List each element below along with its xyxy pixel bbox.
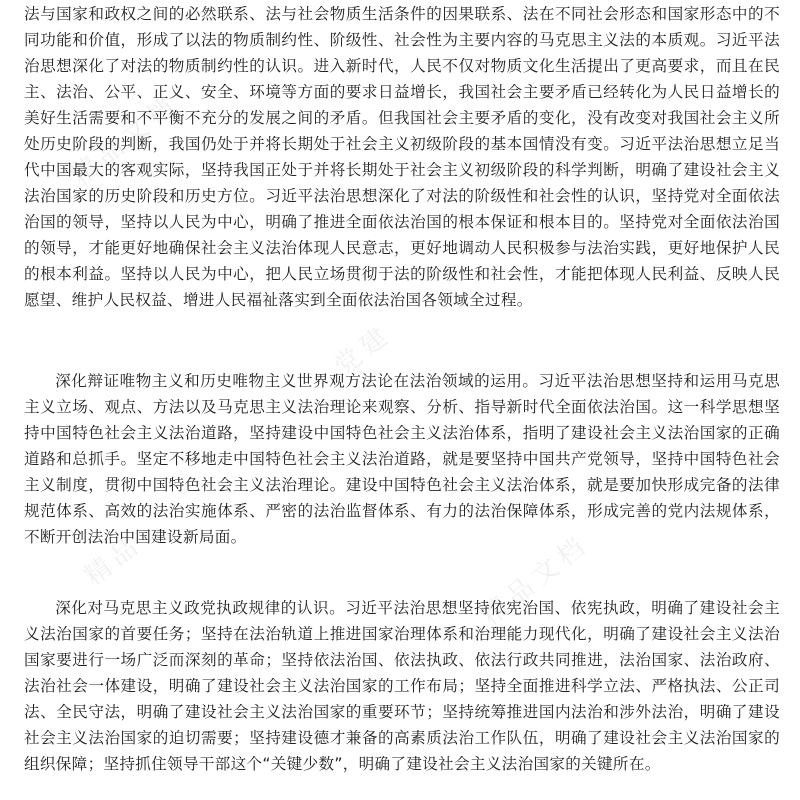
watermark: 党建 xyxy=(329,318,399,382)
paragraph-1: 法与国家和政权之间的必然联系、法与社会物质生活条件的因果联系、法在不同社会形态和国家形态中的不同功能和价值，形成了以法的物质制约性、阶级性、社会性为主要内容的马克思主义法的本质观。习近平法治思想深化了对法的物质制约性的认识。进入新时代，人民不仅对物质文化生活提出了更高要求，而且在民主、法治、公平、正义、安全、环境等方面的要求日益增长，我国社会主要矛盾已经转化为人民日益增长的美好生活需要和不平衡不充分的发展之间的矛盾。但我国社会主要矛盾的变化，没有改变对我国社会主义所处历史阶段的判断，我国仍处于并将长期处于社会主义初级阶段的基本国情没有变。习近平法治思想立足当代中国最大的客观实际，坚持我国正处于并将长期处于社会主义初级阶段的科学判断，明确了建设社会主义法治国家的历史阶段和历史方位。习近平法治思想深化了对法的阶级性和社会性的认识，坚持党对全面依法治国的领导，坚持以人民为中心，明确了推进全面依法治国的根本保证和根本目的。坚持党对全面依法治国的领导，才能更好地确保社会主义法治体现人民意志，更好地调动人民积极参与法治实践，更好地保护人民的根本利益。坚持以人民为中心，把人民立场贯彻于法的阶级性和社会性，才能把体现人民利益、反映人民愿望、维护人民权益、增进人民福祉落实到全面依法治国各领域全过程。 xyxy=(24,5,780,309)
paragraph-2: 深化辩证唯物主义和历史唯物主义世界观方法论在法治领域的运用。习近平法治思想坚持和运用马克思主义立场、观点、方法以及马克思主义法治理论来观察、分析、指导新时代全面依法治国。这一科学思想坚持中国特色社会主义法治道路，坚持建设中国特色社会主义法治体系，指明了建设社会主义法治国家的正确道路和总抓手。坚定不移地走中国特色社会主义法治道路，就是要坚持中国共产党领导，坚持中国特色社会主义制度，贯彻中国特色社会主义法治理论。建设中国特色社会主义法治体系，就是要加快形成完备的法律规范体系、高效的法治实施体系、严密的法治监督体系、有力的法治保障体系，形成完善的党内法规体系，不断开创法治中国建设新局面。 xyxy=(24,372,780,546)
watermark: 精品 xyxy=(79,528,149,592)
watermark: 精品文档 xyxy=(475,529,596,632)
paragraph-3: 深化对马克思主义政党执政规律的认识。习近平法治思想坚持依宪治国、依宪执政，明确了建设社会主义法治国家的首要任务；坚持在法治轨道上推进国家治理体系和治理能力现代化，明确了建设社会主义法治国家要进行一场广泛而深刻的革命；坚持依法治国、依法执政、依法行政共同推进，法治国家、法治政府、法治社会一体建设，明确了建设社会主义法治国家的工作布局；坚持全面推进科学立法、严格执法、公正司法、全民守法，明确了建设社会主义法治国家的重要环节；坚持统筹推进国内法治和涉外法治，明确了建设社会主义法治国家的迫切需要；坚持建设德才兼备的高素质法治工作队伍，明确了建设社会主义法治国家的组织保障；坚持抓住领导干部这个“关键少数”，明确了建设社会主义法治国家的关键所在。 xyxy=(24,599,780,773)
watermark: 精品文档 xyxy=(65,89,186,192)
